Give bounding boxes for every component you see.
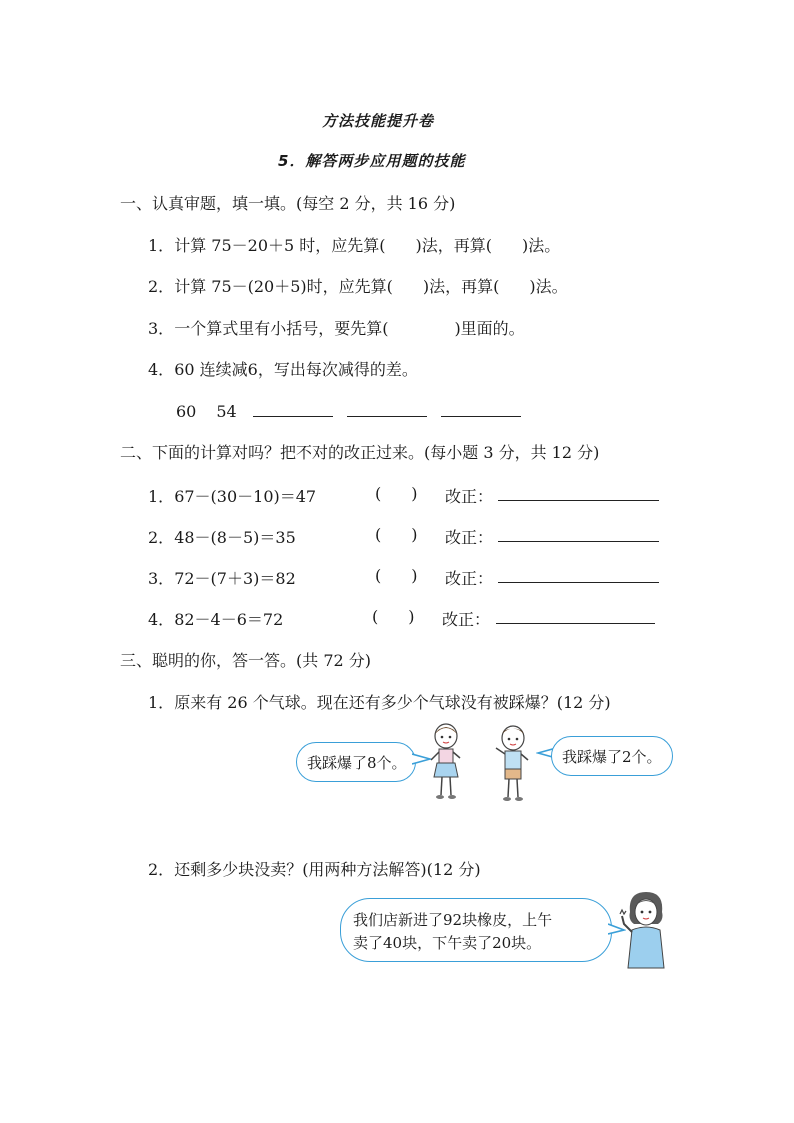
boy-speech-text: 我踩爆了2个。: [562, 748, 662, 766]
section-2-heading: 二、下面的计算对吗？把不对的改正过来。(每小题 3 分，共 12 分): [120, 443, 600, 462]
teacher-speech-line-2: 卖了40块，下午卖了20块。: [353, 934, 542, 952]
girl-speech-text: 我踩爆了8个。: [307, 754, 407, 772]
s2-question-4: [148, 607, 283, 630]
judge-paren[interactable]: ( ): [375, 566, 418, 585]
answer-line[interactable]: [253, 400, 333, 417]
section-1-heading: 一、认真审题，填一填。(每空 2 分，共 16 分): [120, 194, 456, 213]
girl-speech-bubble: [296, 742, 416, 782]
teacher-figure-icon: [618, 890, 674, 970]
question-number: 2．: [148, 277, 175, 296]
boy-speech-bubble: [551, 736, 673, 776]
question-text: 还剩多少块没卖？(用两种方法解答)(12 分): [174, 860, 481, 879]
fix-label: 改正：: [445, 569, 494, 588]
question-text-a: 计算 75－(20＋5)时，应先算(: [174, 277, 393, 296]
question-text-c: )法。: [522, 236, 561, 255]
question-text-b: )法，再算(: [422, 277, 500, 296]
question-number: 1．: [148, 236, 175, 255]
expression: 48－(8－5)＝35: [174, 528, 296, 547]
s3-question-2: [148, 857, 481, 880]
judge-paren[interactable]: ( ): [372, 607, 415, 626]
boy-figure-icon: [492, 724, 532, 804]
question-number: 3．: [148, 569, 175, 588]
difference-sequence: [176, 400, 521, 421]
question-number: 4．: [148, 610, 175, 629]
judge-paren[interactable]: ( ): [375, 525, 418, 544]
question-text: 原来有 26 个气球。现在还有多少个气球没有被踩爆？(12 分): [174, 693, 611, 712]
s2-question-1: [148, 484, 316, 507]
s1-question-4: [148, 357, 418, 380]
expression: 67－(30－10)＝47: [174, 487, 317, 506]
question-number: 4．: [148, 360, 175, 379]
s2-question-3: [148, 566, 296, 589]
sequence-value: 60: [176, 402, 197, 421]
s1-question-3: [148, 316, 525, 339]
fix-label: 改正：: [445, 528, 494, 547]
question-text-a: 计算 75－20＋5 时，应先算(: [174, 236, 386, 255]
fix-label: 改正：: [445, 487, 494, 506]
question-text-a: 一个算式里有小括号，要先算(: [174, 319, 389, 338]
question-number: 2．: [148, 860, 175, 879]
fix-answer-line[interactable]: [496, 607, 655, 624]
s2-question-2: [148, 525, 296, 548]
teacher-speech-line-1: 我们店新进了92块橡皮，上午: [353, 911, 553, 929]
unit-title: 5．解答两步应用题的技能: [278, 152, 466, 170]
teacher-speech-bubble: [340, 898, 612, 962]
question-text-c: )法。: [529, 277, 568, 296]
fix-label: 改正：: [442, 610, 491, 629]
s3-question-1: [148, 690, 611, 713]
series-title: 方法技能提升卷: [322, 112, 435, 130]
question-number: 2．: [148, 528, 175, 547]
girl-figure-icon: [426, 722, 466, 802]
expression: 82－4－6＝72: [174, 610, 284, 629]
fix-answer-line[interactable]: [498, 525, 659, 542]
expression: 72－(7＋3)＝82: [174, 569, 296, 588]
question-text-b: )里面的。: [454, 319, 525, 338]
s1-question-1: [148, 233, 560, 256]
question-number: 3．: [148, 319, 175, 338]
s1-question-2: [148, 274, 568, 297]
judge-paren[interactable]: ( ): [375, 484, 418, 503]
question-number: 1．: [148, 693, 175, 712]
question-number: 1．: [148, 487, 175, 506]
question-text-a: 60 连续减6，写出每次减得的差。: [174, 360, 418, 379]
answer-line[interactable]: [441, 400, 521, 417]
fix-answer-line[interactable]: [498, 484, 659, 501]
answer-line[interactable]: [347, 400, 427, 417]
fix-answer-line[interactable]: [498, 566, 659, 583]
sequence-value: 54: [216, 402, 237, 421]
question-text-b: )法，再算(: [415, 236, 493, 255]
section-3-heading: 三、聪明的你，答一答。(共 72 分): [120, 651, 372, 670]
